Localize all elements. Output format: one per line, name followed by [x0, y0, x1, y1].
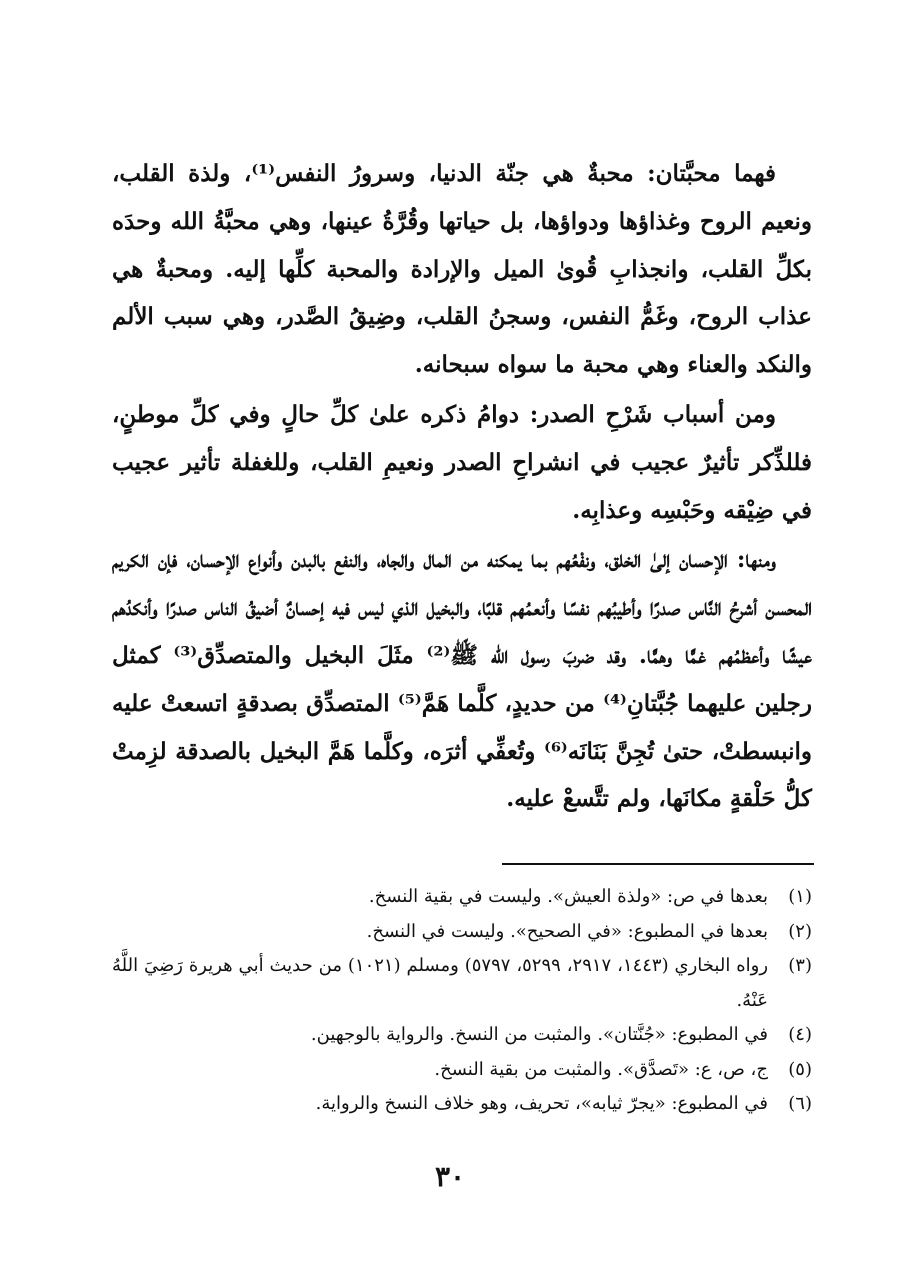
footnote-text: بعدها في ص: «ولذة العيش». وليست في بقية النسخ. [368, 886, 768, 907]
footnote-number: (٣) [788, 955, 812, 976]
footnote-text: ج، ص، ع: «تَصدَّق». والمثبت من بقية النسخ. [434, 1058, 768, 1080]
footnote-2 [112, 915, 812, 950]
footnote-5 [112, 1053, 812, 1088]
footnote-6 [112, 1087, 812, 1122]
paragraph-love-types: فهما محبَّتان: محبةٌ هي جنّة الدنيا، وسرورُ النفس⁽¹⁾، ولذة القلب، ونعيم الروح وغذاؤها ودواؤها، بل حياتها وقُرَّةُ عينها، وهي محبَّةُ الله وحدَه بكلِّ القلب، وانجذابِ قُوىٰ الميل والإرادة والمحبة كلِّها إليه. ومحبةٌ هي عذاب الروح، وغَمُّ النفس، وسجنُ القلب، وضِيقُ الصَّدر، وهي سبب الألم والنكد والعناء وهي محبة ما سواه سبحانه. [112, 160, 812, 379]
footnote-number: (٢) [788, 920, 812, 942]
footnote-number: (٦) [788, 1093, 812, 1114]
footnote-text: بعدها في المطبوع: «في الصحيح». وليست في النسخ. [366, 920, 768, 942]
footnote-separator [502, 863, 814, 865]
footnote-number: (٥) [788, 1058, 812, 1080]
footnote-text: رواه البخاري (١٤٤٣، ٢٩١٧، ٥٢٩٩، ٥٧٩٧) ومسلم (١٠٢١) من حديث أبي هريرة رَضِيَ اللَّهُ عَنْهُ. [112, 955, 769, 1011]
footnote-3 [112, 949, 812, 1018]
footnote-number: (٤) [788, 1024, 812, 1045]
footnotes [112, 880, 812, 1122]
footnote-1 [112, 880, 812, 915]
footnote-text: في المطبوع: «يجرّ ثيابه»، تحريف، وهو خلاف النسخ والرواية. [315, 1093, 768, 1114]
footnote-number: (١) [788, 886, 812, 907]
footnote-text: في المطبوع: «جُنَّتان». والمثبت من النسخ. والرواية بالوجهين. [310, 1024, 768, 1045]
footnote-4 [112, 1018, 812, 1053]
page-number: ٣٠ [434, 1160, 466, 1193]
main-text [112, 150, 812, 825]
paragraph-charity: ومنها: الإحسان إلىٰ الخلق، ونفْعُهم بما يمكنه من المال والجاه، والنفع بالبدن وأنواع الإحسان، فإن الكريم المحسن أشرحُ النَّاس صدرًا وأطيبُهم نفسًا وأنعمُهم قلبًا، والبخيل الذي ليس فيه إحسانٌ أضيقُ الناس صدرًا وأنكدُهم عيشًا وأعظمُهم غمًّا وهمًّا. وقد ضربَ رسول الله ﷺ⁽²⁾ مثَلَ البخيل والمتصدِّق⁽³⁾ كمثل رجلين عليهما جُبَّتانِ⁽⁴⁾ من حديدٍ، كلَّما هَمَّ⁽⁵⁾ المتصدِّق بصدقةٍ اتسعتْ عليه وانبسطتْ، حتىٰ تُجِنَّ بَنَانَه⁽⁶⁾ وتُعفِّي أثرَه، وكلَّما هَمَّ البخيل بالصدقة لزِمتْ كلُّ حَلْقةٍ مكانَها، ولم تتَّسعْ عليه. [112, 546, 813, 813]
paragraph-remembrance: ومن أسباب شَرْحِ الصدر: دوامُ ذكره علىٰ كلِّ حالٍ وفي كلِّ موطنٍ، فللذِّكر تأثيرٌ عجيب في انشراحِ الصدر ونعيمِ القلب، وللغفلة تأثير عجيب في ضِيْقه وحَبْسِه وعذابِه. [112, 400, 812, 524]
